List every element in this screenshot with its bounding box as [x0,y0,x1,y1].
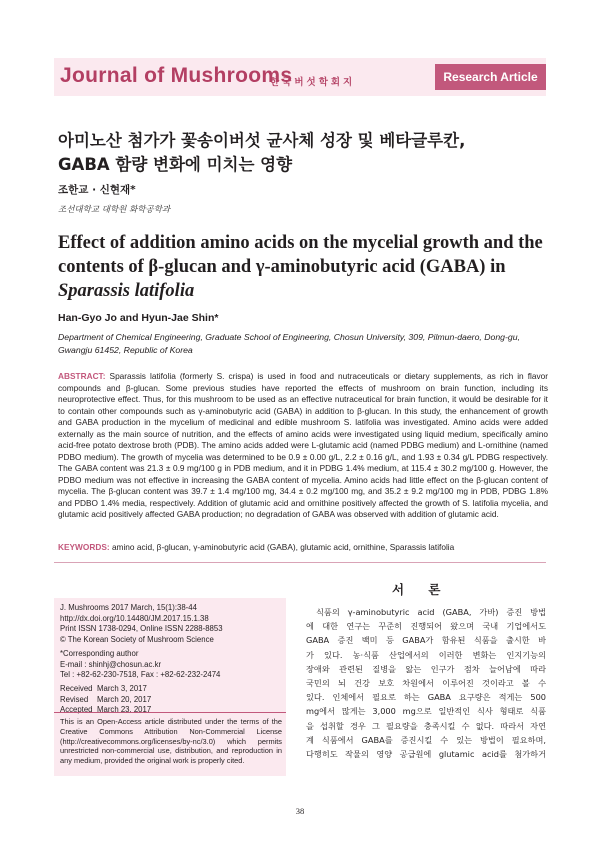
doi-link[interactable]: http://dx.doi.org/10.14480/JM.2017.15.1.38 [60,613,209,623]
intro-line: 에 대한 연구는 꾸준히 진행되어 왔으며 국내 기업에서도 [306,621,546,632]
english-title-line-1: Effect of addition amino acids on the mycelial growth and the [58,233,543,253]
keywords [58,542,548,552]
introduction-heading: 서 론 [392,582,451,597]
abstract [58,371,548,521]
corresponding-email[interactable]: E-mail : shinhj@chosun.ac.kr [60,659,162,669]
article-type-badge: Research Article [435,64,546,90]
abstract-label: ABSTRACT: [58,371,106,381]
received-date: March 3, 2017 [97,684,147,693]
english-authors: Han-Gyo Jo and Hyun-Jae Shin* [58,312,219,324]
keywords-text: amino acid, β-glucan, γ-aminobutyric acid (GABA), glutamic acid, ornithine, Sparassis latifolia [111,542,455,552]
english-title-line-3: Sparassis latifolia [58,281,195,301]
english-affiliation: Department of Chemical Engineering, Graduate School of Engineering, Chosun University, 309, Pilmun-daero, Dong-gu, Gwangju 61452, Republic of Korea [58,332,520,355]
corresponding-label: *Corresponding author [60,649,139,658]
section-divider [54,562,546,563]
korean-title-line-2: GABA 함량 변화에 미치는 영향 [58,155,293,174]
intro-line: 을 섭취할 경우 그 필요량을 충족시킬 수 없다. 따라서 자연 [306,720,546,731]
intro-line: 국민의 뇌 건강 보호 차원에서 이루어진 것이라고 볼 수 [306,678,546,689]
copyright: © The Korean Society of Mushroom Science [60,634,214,644]
accepted-label: Accepted [60,705,93,714]
issn: Print ISSN 1738-0294, Online ISSN 2288-8853 [60,624,223,633]
korean-authors: 조한교 · 신현재* [58,184,136,196]
intro-line: 가 있다. 농·식품 산업에서의 이러한 변화는 인지기능의 [306,649,546,660]
intro-line: 있다. 인체에서 필요로 하는 GABA 요구량은 적게는 500 [306,692,546,703]
revised-date: March 20, 2017 [97,694,152,704]
corresponding-phone: Tel : +82-62-230-7518, Fax : +82-62-232-2474 [60,670,221,679]
intro-line: 계 식품에서 GABA를 증진시킬 수 있는 방법이 필요하며, [306,734,546,745]
accepted-date: March 23, 2017 [97,705,152,714]
page-number: 38 [295,806,305,816]
abstract-text: Sparassis latifolia (formerly S. crispa) is used in food and nutraceuticals or dietary supplements, as rich in flavor compounds and β-glucan. Some previous studies have reported the effects of mushroom on brain function, including its neuroprotective effect. Thus, for this mushroom to be used as an effective nutraceutical for brain function, it would be desirable for it to contain other compounds such as γ-aminobutyric acid (GABA) in addition to β-glucan. In this study, the enhancement of growth and GABA production in the mycelium of medicinal and edible mushroom S. latifolia was investigated. Amino acids were added externally as the main source of nutrition, and the effects of amino acids were investigated using liquid medium, specifically amino acid-free potato dextrose broth (PDB). The amino acids added were L-glutamic acid (named PDBG medium) and L-ornithine (named PDBO medium). The growth of mycelia was determined to be 0.9 ± 0.00 g/L, 2.2 ± 0.16 g/L, and 1.93 ± 0.34 g/L PDBG respectively. The GABA content was 21.3 ± 0.9 mg/100 g in PDB medium, and it in PDBG 1.4% medium, at 115.4 ± 30.2 mg/100 g. However, the PDBO medium was not effective in increasing the GABA content of mycelia. Amino acids had little effect on the β-glucan content of mycelia. The β-glucan content was 39.7 ± 1.4 mg/100 mg, 34.4 ± 0.2 mg/100 mg, and 35.2 ± 9.2 mg/100 mg in PDB, PDBG 1.8% and PDBO 1.4% media, respectively. Addition of glutamic acid and ornithine positively affected the growth of S. latifolia mycelia, and glutamic acid positively affected GABA production; no degradation of GABA was observed with addition of glutamic acid. [58,371,549,519]
revised-label: Revised [60,694,89,704]
keywords-label: KEYWORDS: [58,542,110,552]
received-label: Received [60,684,93,693]
intro-line: mg에서 많게는 3,000 mg으로 일반적인 식사 형태로 식품 [306,706,546,717]
journal-korean-title: 한국버섯학회지 [270,77,356,88]
intro-line: 장애와 관련된 질병을 앓는 인구가 점차 늘어남에 따라 [306,663,546,674]
english-title-line-2: contents of β-glucan and γ-aminobutyric acid (GABA) in [58,257,506,277]
intro-line: GABA 증진 백미 등 GABA가 함유된 식품을 출시한 바 [306,635,546,646]
korean-affiliation: 조선대학교 대학원 화학공학과 [58,205,171,215]
license-text: This is an Open-Access article distributed under the terms of the Creative Commons Attribution Non-Commercial License (http://creativecommons.org/licenses/by-nc/3.0) which permits unrestricted non-commercial use, distribution, and reproduction in any medium, provided the original work is properly cited. [60,717,282,766]
citation: J. Mushrooms 2017 March, 15(1):38-44 [60,603,197,612]
intro-line: 다행히도 작물의 영양 공급원에 glutamic acid를 첨가하거 [306,749,546,760]
korean-title-line-1: 아미노산 첨가가 꽃송이버섯 균사체 성장 및 베타글루칸, [58,131,466,150]
introduction-text [306,605,546,761]
journal-title: Journal of Mushrooms [60,64,293,87]
intro-line: 식품의 γ-aminobutyric acid (GABA, 가바) 증진 방법 [316,607,546,617]
